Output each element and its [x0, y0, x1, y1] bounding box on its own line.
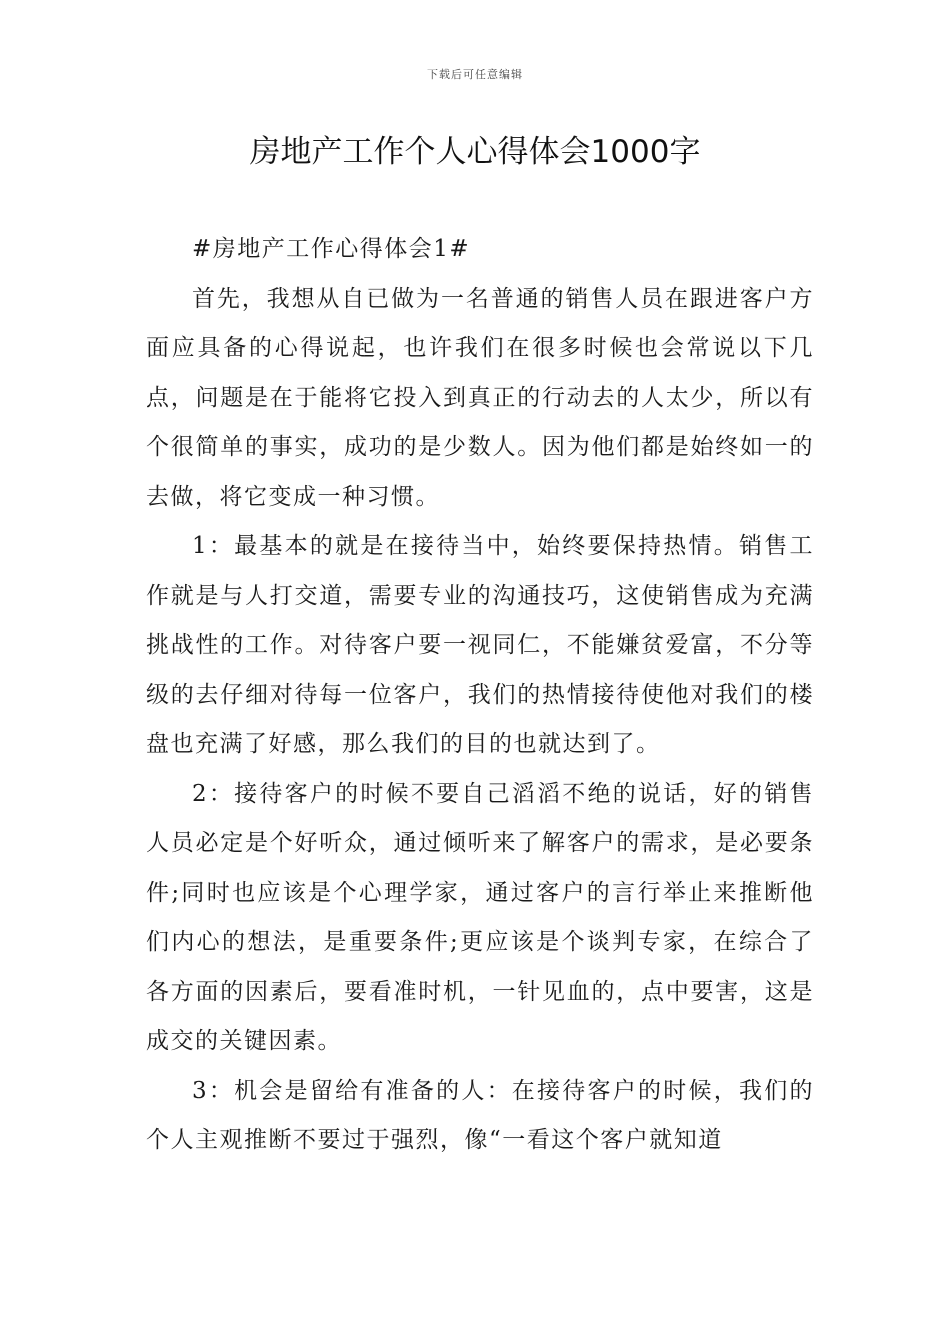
header-note: 下载后可任意编辑: [427, 68, 523, 81]
document-title: 房地产工作个人心得体会1000字: [249, 134, 701, 170]
paragraph-point-3: 3：机会是留给有准备的人：在接待客户的时候，我们的个人主观推断不要过于强烈，像“一看这个客户就知道: [146, 1077, 814, 1153]
paragraph-intro: 首先，我想从自已做为一名普通的销售人员在跟进客户方面应具备的心得说起，也许我们在很多时候也会常说以下几点，问题是在于能将它投入到真正的行动去的人太少，所以有个很简单的事实，成功的是少数人。因为他们都是始终如一的去做，将它变成一种习惯。: [146, 285, 814, 510]
section-heading: #房地产工作心得体会1#: [192, 236, 471, 262]
paragraph-point-2: 2：接待客户的时候不要自己滔滔不绝的说话，好的销售人员必定是个好听众，通过倾听来了解客户的需求，是必要条件;同时也应该是个心理学家，通过客户的言行举止来推断他们内心的想法，是重要条件;更应该是个谈判专家，在综合了各方面的因素后，要看准时机，一针见血的，点中要害，这是成交的关键因素。: [146, 780, 814, 1054]
document-body: [146, 225, 814, 1166]
paragraph-point-1: 1：最基本的就是在接待当中，始终要保持热情。销售工作就是与人打交道，需要专业的沟通技巧，这使销售成为充满挑战性的工作。对待客户要一视同仁，不能嫌贫爱富，不分等级的去仔细对待每一位客户，我们的热情接待使他对我们的楼盘也充满了好感，那么我们的目的也就达到了。: [146, 533, 814, 757]
